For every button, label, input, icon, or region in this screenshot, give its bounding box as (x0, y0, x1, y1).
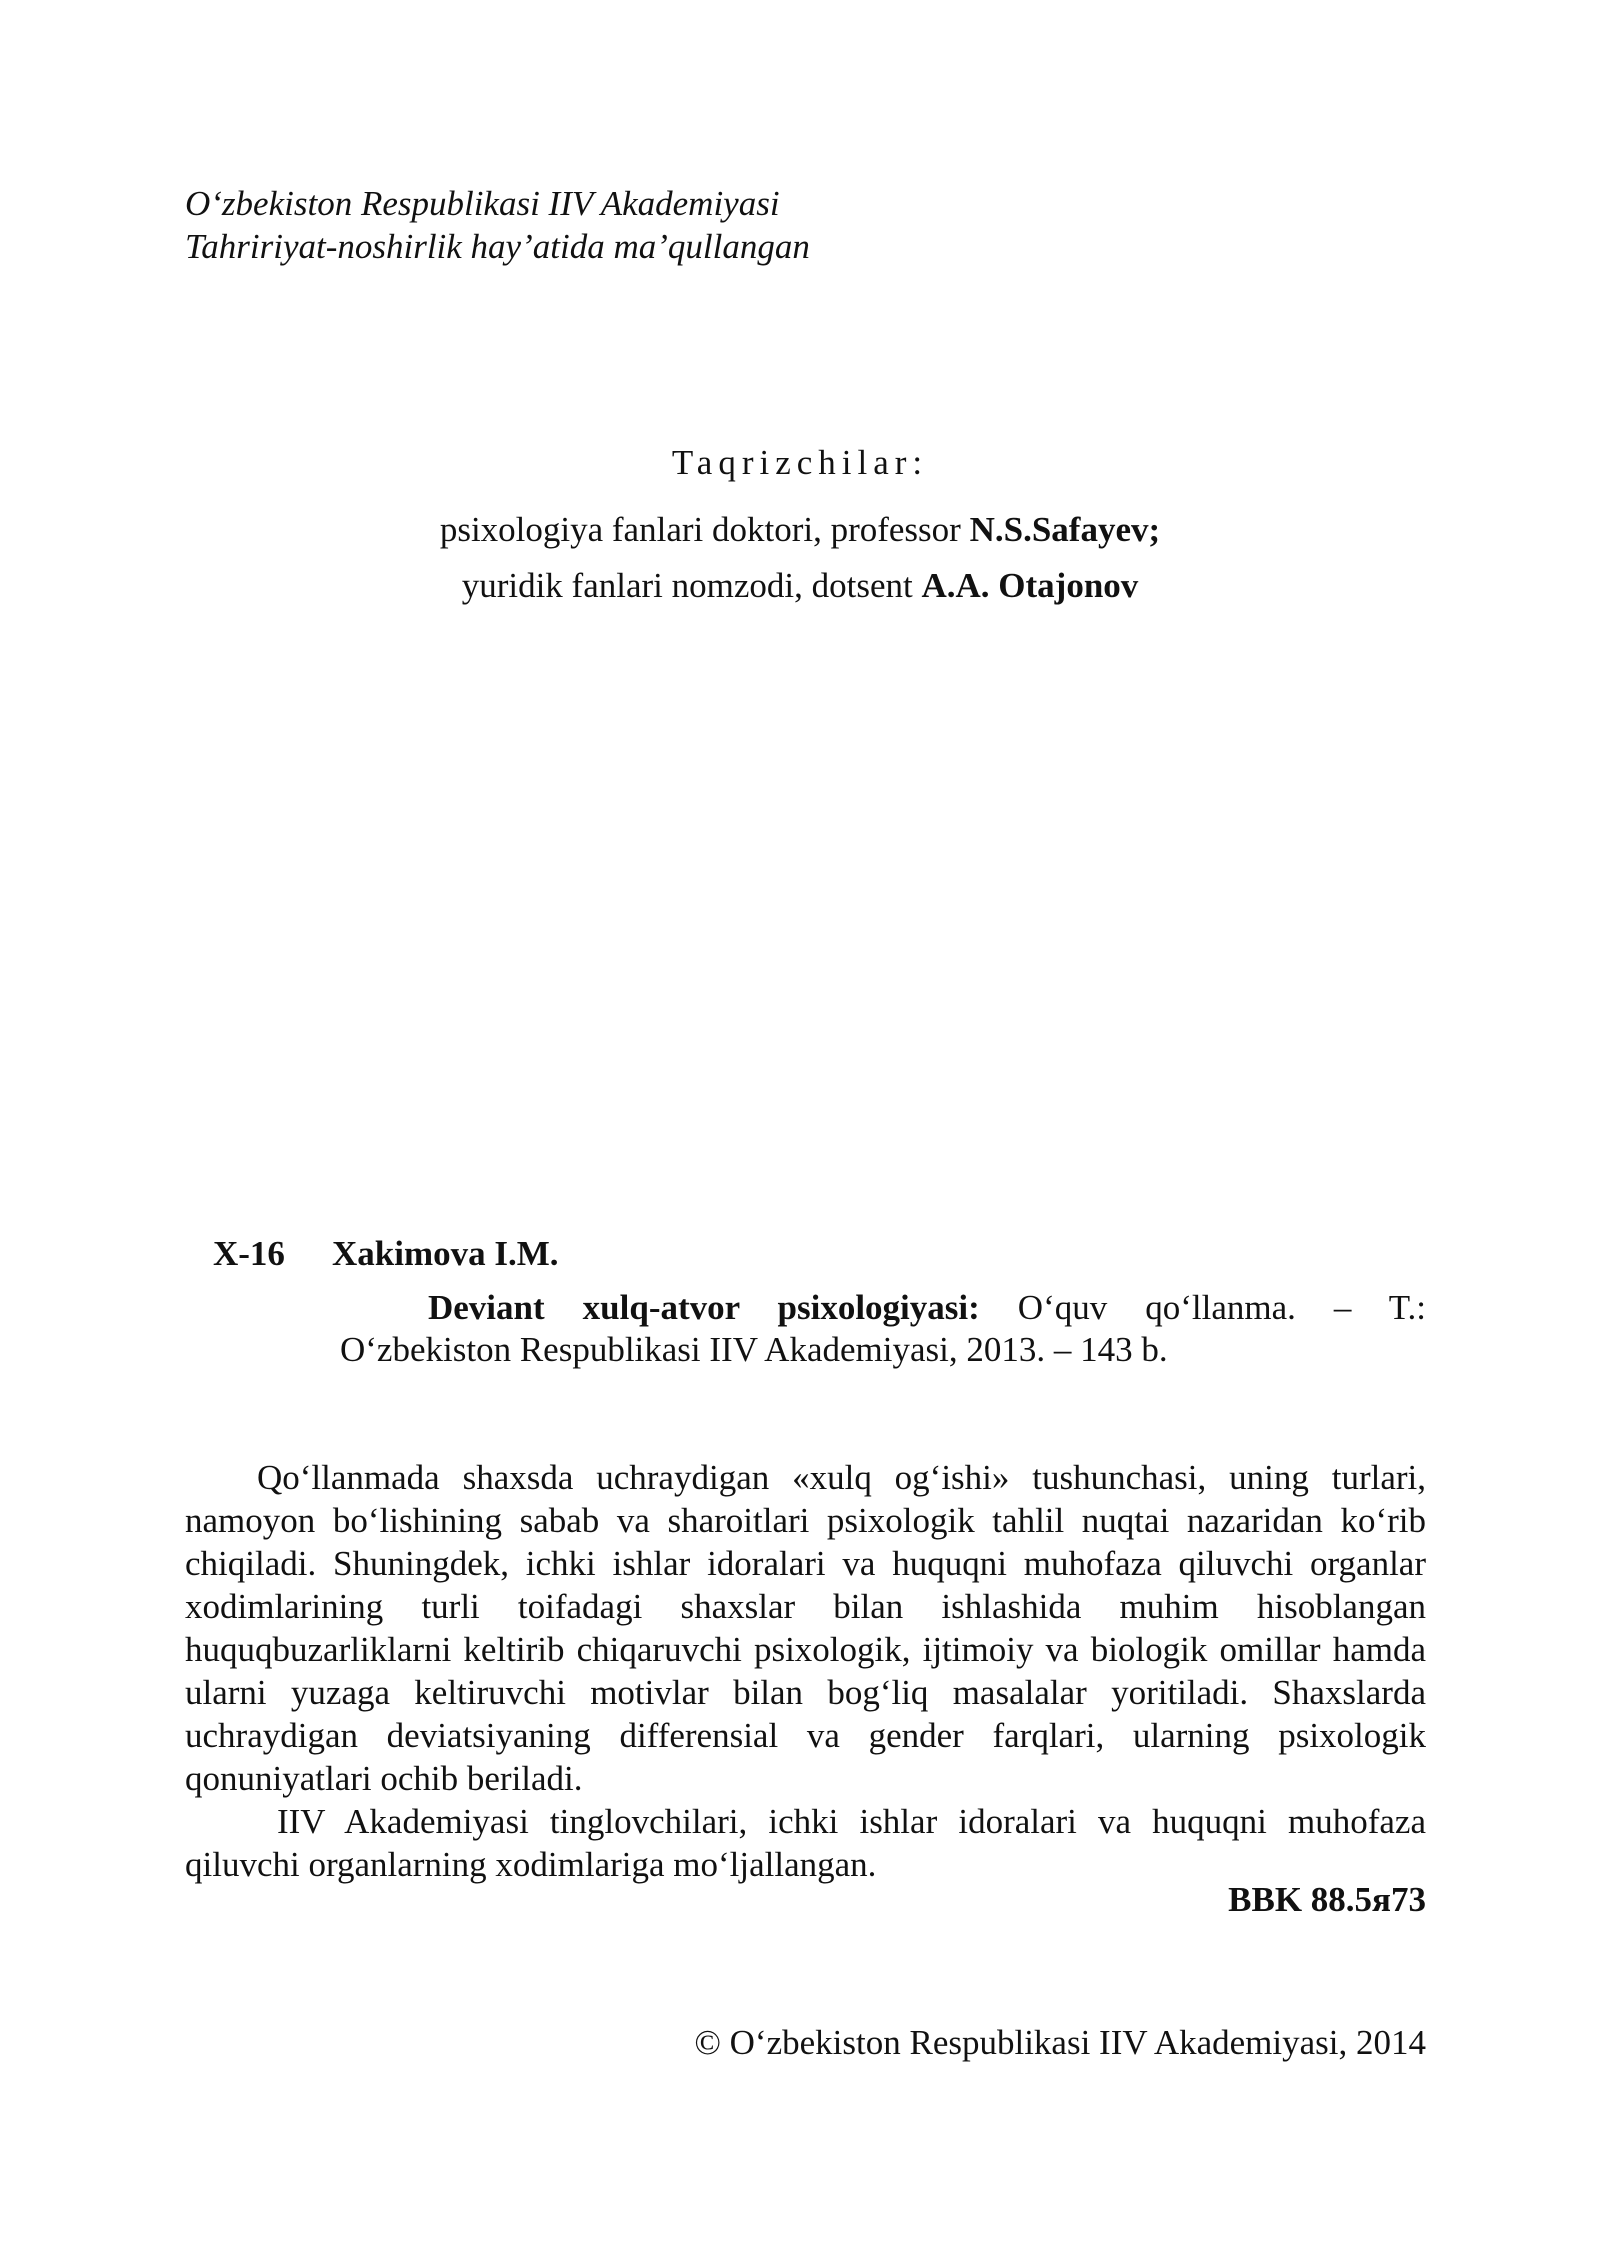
reviewers-heading: Taqrizchilar: (671, 443, 929, 482)
reviewer-1 (0, 510, 1600, 550)
book-title-line (428, 1288, 1426, 1328)
reviewer-1-role: psixologiya fanlari doktori, professor (439, 510, 970, 549)
abstract-paragraph-2: IIV Akademiyasi tinglovchilari, ichki ishlar idoralari va huquqni muhofaza qiluvchi organlarning xodimlariga mo‘ljallangan. (185, 1802, 1426, 1884)
book-type: O‘quv qo‘llanma. – T.: (979, 1288, 1427, 1327)
reviewer-2 (0, 566, 1600, 606)
bbk-classification: BBK 88.5я73 (1228, 1880, 1426, 1919)
book-abstract (185, 1456, 1426, 1886)
book-title: Deviant xulq-atvor psixologiyasi: (428, 1288, 980, 1327)
approval-line-1: O‘zbekiston Respublikasi IIV Akademiyasi (185, 184, 780, 223)
copyright-notice: © O‘zbekiston Respublikasi IIV Akademiyasi, 2014 (694, 2023, 1426, 2062)
reviewer-2-name: A.A. Otajonov (921, 566, 1139, 605)
bibliographic-code: X-16 (213, 1234, 285, 1273)
reviewer-2-role: yuridik fanlari nomzodi, dotsent (461, 566, 922, 605)
book-author: Xakimova I.M. (332, 1234, 559, 1273)
approval-statement (185, 182, 810, 268)
reviewer-1-name: N.S.Safayev; (969, 510, 1161, 549)
abstract-paragraph-1: Qo‘llanmada shaxsda uchraydigan «xulq og‘ishi» tushunchasi, uning turlari, namoyon bo‘lishining sabab va sharoitlari psixologik tahlil nuqtai nazaridan ko‘rib chiqiladi. Shuningdek, ichki ishlar idoralari va huquqni muhofaza qiluvchi organlar xodimlarining turli toifadagi shaxslar bilan ishlashida muhim hisoblangan huquqbuzarliklarni keltirib chiqaruvchi psixologik, ijtimoiy va biologik omillar hamda ularni yuzaga keltiruvchi motivlar bilan bog‘liq masalalar yoritiladi. Shaxslarda uchraydigan deviatsiyaning differensial va gender farqlari, ularning psixologik qonuniyatlari ochib beriladi. (185, 1458, 1426, 1798)
approval-line-2: Tahririyat-noshirlik hay’atida ma’qullangan (185, 227, 810, 266)
publication-details: O‘zbekiston Respublikasi IIV Akademiyasi, 2013. – 143 b. (340, 1330, 1168, 1369)
